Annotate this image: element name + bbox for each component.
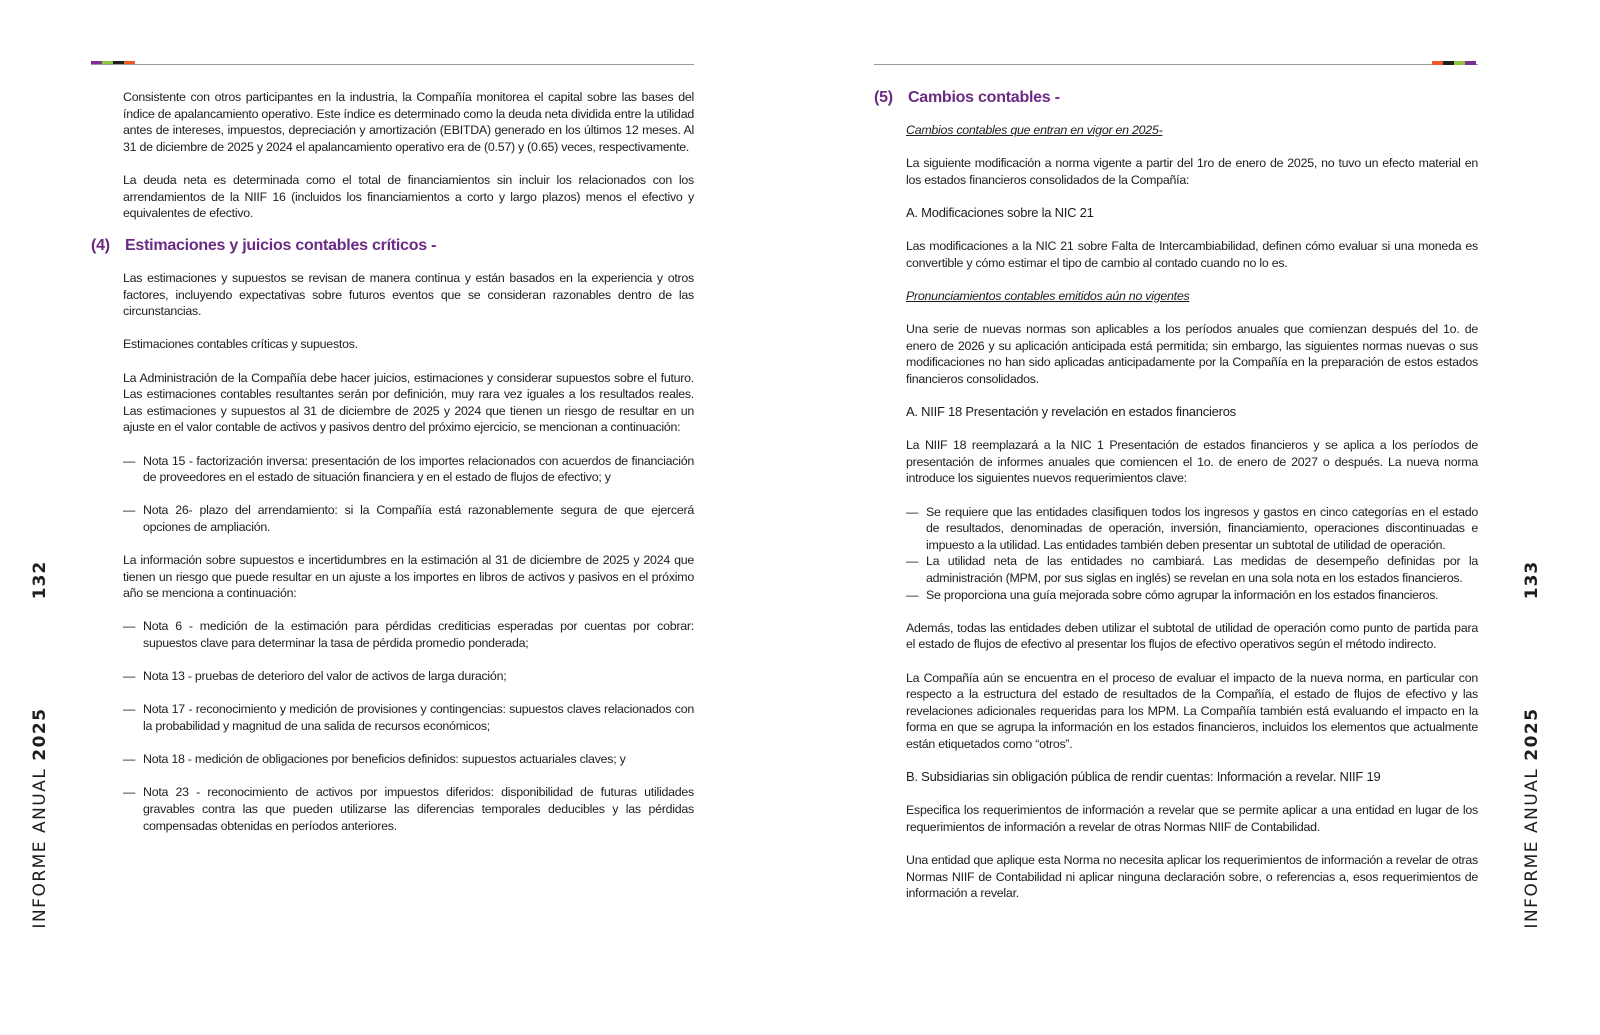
header-rule-left	[91, 64, 694, 65]
section-heading	[874, 88, 1478, 108]
paragraph: La información sobre supuestos e incertidumbres en la estimación al 31 de diciembre de 2025 y 2024 que tienen un riesgo que puede resultar en un ajuste a los importes en libros de activos y pasivos en el próximo año se menciona a continuación:	[123, 553, 694, 601]
side-margin-left	[20, 0, 60, 1035]
page-number: 133	[1522, 560, 1542, 600]
paragraph: Las estimaciones y supuestos se revisan de manera continua y están basados en la experiencia y otros factores, incluyendo expectativas sobre futuros eventos que se consideran razonables dentro de las circunstancias.	[123, 271, 694, 319]
header-rule-right	[874, 64, 1478, 65]
list-item: — La utilidad neta de las entidades no cambiará. Las medidas de desempeño definidas por la administración (MPM, por sus siglas en inglés) se revelan en una sola nota en los estados financieros.	[906, 553, 1478, 586]
requirements-list	[906, 504, 1478, 604]
paragraph: Además, todas las entidades deben utilizar el subtotal de utilidad de operación como punto de partida para el estado de flujos de efectivo al presentar los flujos de efectivo operativos según el método indirecto.	[906, 620, 1478, 652]
list-item: — Nota 15 - factorización inversa: presentación de los importes relacionados con acuerdos de financiación de proveedores en el estado de situación financiera y en el estado de flujos de efectivo; y	[123, 453, 694, 486]
paragraph: La NIIF 18 reemplazará a la NIC 1 Presentación de estados financieros y se aplica a los períodos de presentación de informes anuales que comiencen el 1o. de enero de 2027 o después. La nueva norma introduce los siguientes nuevos requerimientos clave:	[906, 438, 1478, 486]
list-item: — Nota 23 - reconocimiento de activos por impuestos diferidos: disponibilidad de futuras utilidades gravables contra las que pueden utilizarse las diferencias temporales deducibles y las pérdidas compensadas obtenidas en períodos anteriores.	[123, 784, 694, 834]
section-number: (4)	[91, 237, 110, 254]
estimates-list	[123, 453, 694, 536]
list-item: — Nota 13 - pruebas de deterioro del valor de activos de larga duración;	[123, 668, 694, 685]
list-item: — Se requiere que las entidades clasifiquen todos los ingresos y gastos en cinco categorías en el estado de resultados, denominadas de operación, inversión, financiamiento, operaciones discontinuadas e impuesto a la utilidad. Las entidades también deben presentar un subtotal de utilidad de operación.	[906, 504, 1478, 554]
subsection-title: Pronunciamientos contables emitidos aún no vigentes	[906, 288, 1190, 303]
footer-brand: INFORME ANUAL 2025	[1522, 707, 1542, 929]
paragraph: Especifica los requerimientos de información a revelar que se permite aplicar a una entidad en lugar de los requerimientos de información a revelar de otras Normas NIIF de Contabilidad.	[906, 803, 1478, 834]
intro-paragraph: La deuda neta es determinada como el total de financiamientos sin incluir los relacionados con los arrendamientos de la NIIF 16 (incluidos los financiamientos a corto y largo plazos) menos el efectivo y equivalentes de efectivo.	[123, 172, 694, 221]
list-item: — Nota 6 - medición de la estimación para pérdidas crediticias esperadas por cuentas por cobrar: supuestos clave para determinar la tasa de pérdida promedio ponderada;	[123, 618, 694, 651]
list-item: — Nota 17 - reconocimiento y medición de provisiones y contingencias: supuestos claves relacionados con la probabilidad y magnitud de una salida de recursos económicos;	[123, 701, 694, 734]
side-margin-right	[1512, 0, 1552, 1035]
subsection-title: Cambios contables que entran en vigor en 2025-	[906, 123, 1163, 137]
uncertainties-list	[123, 618, 694, 834]
list-item: — Nota 18 - medición de obligaciones por beneficios definidos: supuestos actuariales claves; y	[123, 751, 694, 768]
section-5	[874, 88, 1478, 919]
paragraph: Una entidad que aplique esta Norma no necesita aplicar los requerimientos de información a revelar de otras Normas NIIF de Contabilidad ni aplicar ninguna declaración sobre, o referencias a, esos requerimientos de información a revelar.	[906, 853, 1478, 901]
subheading: A. Modificaciones sobre la NIC 21	[906, 204, 1094, 220]
color-bars-right	[1432, 61, 1476, 65]
right-page	[800, 0, 1600, 1035]
paragraph: La Administración de la Compañía debe hacer juicios, estimaciones y considerar supuestos sobre el futuro. Las estimaciones contables resultantes serán por definición, muy rara vez iguales a los resultados reales. Las estimaciones y supuestos al 31 de diciembre de 2025 y 2024 que tienen un riesgo de resultar en un ajuste en el valor contable de activos y pasivos dentro del próximo ejercicio, se mencionan a continuación:	[123, 370, 694, 435]
section-number: (5)	[874, 89, 893, 106]
section-title: Cambios contables -	[908, 89, 1060, 106]
intro-paragraph: Consistente con otros participantes en la industria, la Compañía monitorea el capital sobre las bases del índice de apalancamiento operativo. Este índice es determinado como la deuda neta dividida entre la utilidad antes de intereses, impuestos, depreciación y amortización (EBITDA) generado en los últimos 12 meses. Al 31 de diciembre de 2025 y 2024 el apalancamiento operativo era de (0.57) y (0.65) veces, respectivamente.	[123, 90, 694, 154]
paragraph: Estimaciones contables críticas y supuestos.	[123, 337, 358, 352]
paragraph: La siguiente modificación a norma vigente a partir del 1ro de enero de 2025, no tuvo un efecto material en los estados financieros consolidados de la Compañía:	[906, 156, 1478, 187]
section-heading	[91, 236, 694, 256]
section-title: Estimaciones y juicios contables críticos -	[125, 237, 437, 254]
intro-column	[123, 89, 694, 238]
footer-brand: INFORME ANUAL 2025	[30, 707, 50, 929]
section-4	[91, 236, 694, 851]
paragraph: Una serie de nuevas normas son aplicables a los períodos anuales que comienzan después del 1o. de enero de 2026 y su aplicación anticipada está permitida; sin embargo, las siguientes normas nuevas o sus modificaciones no han sido aplicadas anticipadamente por la Compañía en la preparación de estos estados financieros consolidados.	[906, 322, 1478, 386]
paragraph: Las modificaciones a la NIC 21 sobre Falta de Intercambiabilidad, definen cómo evaluar si una moneda es convertible y cómo estimar el tipo de cambio al contado cuando no lo es.	[906, 239, 1478, 270]
page-number: 132	[30, 560, 50, 600]
paragraph: La Compañía aún se encuentra en el proceso de evaluar el impacto de la nueva norma, en particular con respecto a la estructura del estado de resultados de la Compañía, el estado de flujos de efectivo y las revelaciones adicionales requeridas para los MPM. La Compañía también está evaluando el impacto en la forma en que se agrupa la información en los estados financieros, incluidos los elementos que actualmente están etiquetados como “otros”.	[906, 670, 1478, 751]
subheading: B. Subsidiarias sin obligación pública de rendir cuentas: Información a revelar. NIIF 19	[906, 769, 1381, 785]
subheading: A. NIIF 18 Presentación y revelación en estados financieros	[906, 404, 1236, 420]
list-item: — Nota 26- plazo del arrendamiento: si la Compañía está razonablemente segura de que ejercerá opciones de ampliación.	[123, 502, 694, 535]
list-item: — Se proporciona una guía mejorada sobre cómo agrupar la información en los estados financieros.	[906, 587, 1478, 604]
